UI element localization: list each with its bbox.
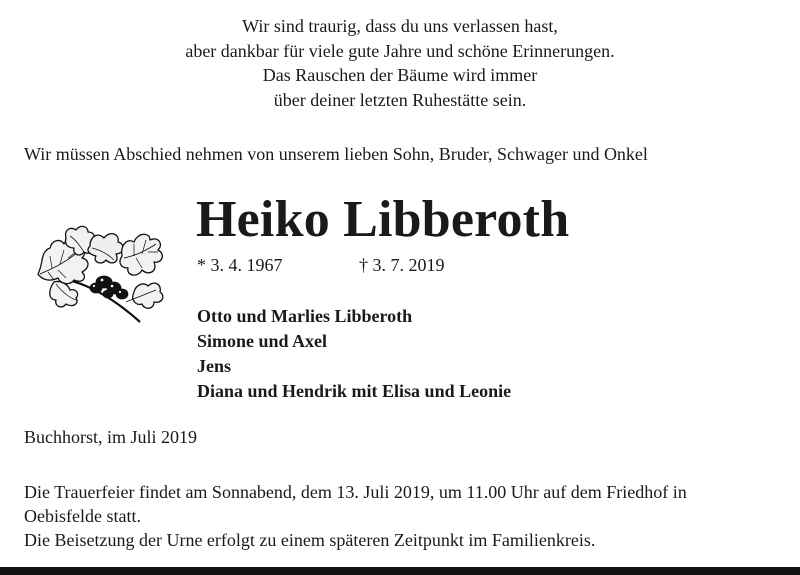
poem-line: Wir sind traurig, dass du uns verlassen hast, bbox=[242, 16, 558, 36]
poem-line: Das Rauschen der Bäume wird immer bbox=[262, 65, 538, 85]
notice-line: Die Beisetzung der Urne erfolgt zu einem späteren Zeitpunkt im Familienkreis. bbox=[24, 530, 596, 550]
funeral-notice bbox=[24, 480, 784, 552]
deceased-name: Heiko Libberoth bbox=[196, 191, 570, 248]
notice-line: Die Trauerfeier findet am Sonnabend, dem 13. Juli 2019, um 11.00 Uhr auf dem Friedhof in bbox=[24, 482, 687, 502]
farewell-intro: Wir müssen Abschied nehmen von unserem lieben Sohn, Bruder, Schwager und Onkel bbox=[24, 144, 648, 164]
mourner-entry: Diana und Hendrik mit Elisa und Leonie bbox=[197, 381, 512, 401]
memorial-poem bbox=[0, 14, 800, 112]
death-date: † 3. 7. 2019 bbox=[359, 255, 445, 275]
poem-line: über deiner letzten Ruhestätte sein. bbox=[273, 89, 527, 110]
notice-line: Oebisfelde statt. bbox=[24, 506, 141, 526]
mourner-entry: Otto und Marlies Libberoth bbox=[197, 306, 413, 326]
poem-line: aber dankbar für viele gute Jahre und schöne Erinnerungen. bbox=[185, 40, 615, 61]
mourner-entry: Simone und Axel bbox=[197, 331, 328, 351]
place-and-date: Buchhorst, im Juli 2019 bbox=[24, 427, 198, 447]
birth-date: * 3. 4. 1967 bbox=[197, 255, 283, 275]
mourners-list bbox=[197, 304, 511, 404]
oak-leaves-acorns-icon bbox=[30, 222, 166, 326]
mourner-entry: Jens bbox=[197, 356, 232, 376]
